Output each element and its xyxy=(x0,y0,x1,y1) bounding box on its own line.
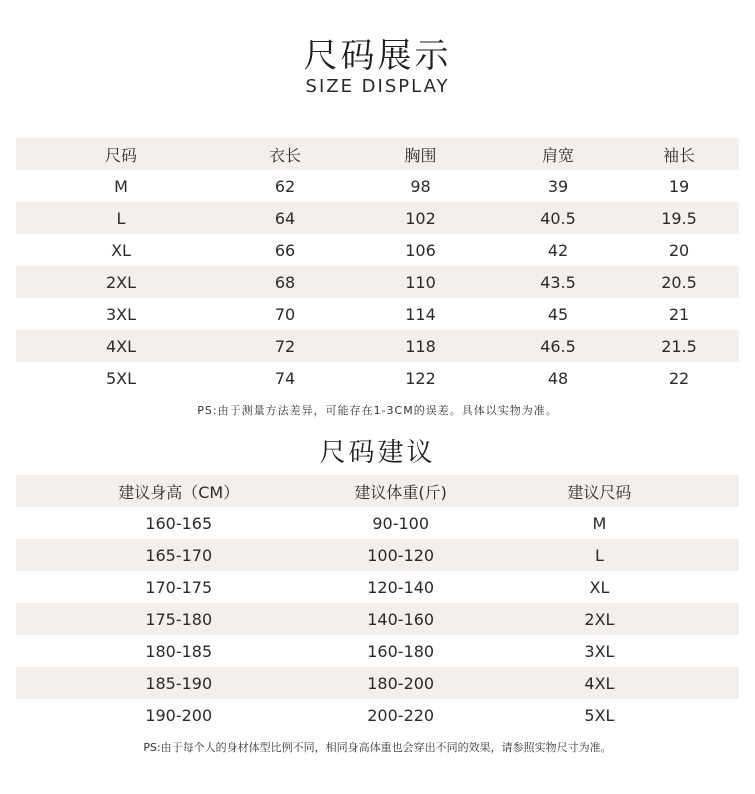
table-cell: M xyxy=(592,513,607,533)
table-row xyxy=(16,699,739,731)
page-title: 尺码展示 xyxy=(303,36,452,76)
table-row xyxy=(16,266,739,298)
table-cell: 180-185 xyxy=(145,641,213,661)
table-cell: 5XL xyxy=(584,705,615,725)
table-cell: 3XL xyxy=(584,641,615,661)
table-cell: 70 xyxy=(274,304,296,324)
table-cell: 建议尺码 xyxy=(567,482,632,502)
size-table xyxy=(16,138,739,394)
table-cell: 200-220 xyxy=(367,705,435,725)
table-cell: 122 xyxy=(405,368,436,388)
table-cell: 118 xyxy=(405,336,436,356)
table-cell: 110 xyxy=(405,272,436,292)
table-cell: XL xyxy=(111,240,131,260)
table-header-row xyxy=(16,475,739,507)
table-cell: 66 xyxy=(274,240,296,260)
table-cell: 98 xyxy=(410,176,431,196)
table-cell: 165-170 xyxy=(145,545,213,565)
table-header-row xyxy=(16,138,739,170)
table-cell: 190-200 xyxy=(145,705,213,725)
table-cell: 40.5 xyxy=(540,208,576,228)
table-cell: L xyxy=(116,208,126,228)
table-cell: 21.5 xyxy=(661,336,697,356)
table-cell: M xyxy=(114,176,128,196)
recommend-title: 尺码建议 xyxy=(319,438,436,468)
table-row xyxy=(16,667,739,699)
table-cell: 90-100 xyxy=(372,513,430,533)
table-cell: 19.5 xyxy=(661,208,697,228)
table-cell: 160-180 xyxy=(367,641,435,661)
table-cell: 102 xyxy=(405,208,436,228)
table-row xyxy=(16,539,739,571)
table-cell: 46.5 xyxy=(540,336,576,356)
page-subtitle: SIZE DISPLAY xyxy=(305,76,450,97)
table-cell: 62 xyxy=(274,176,296,196)
table-cell: 21 xyxy=(668,304,690,324)
table-cell: 3XL xyxy=(105,304,137,324)
table-cell: 22 xyxy=(668,368,690,388)
table-cell: 42 xyxy=(547,240,569,260)
table-row xyxy=(16,603,739,635)
table-cell: 68 xyxy=(274,272,296,292)
table-row xyxy=(16,330,739,362)
table-cell: XL xyxy=(589,577,610,597)
table-cell: 建议体重(斤) xyxy=(354,482,447,502)
table-cell: 2XL xyxy=(584,609,615,629)
table-cell: 120-140 xyxy=(367,577,435,597)
recommend-note: PS:由于每个人的身材体型比例不同，相同身高体重也会穿出不同的效果，请参照实物尺寸为准。 xyxy=(143,741,612,754)
table-row xyxy=(16,362,739,394)
table-cell: 39 xyxy=(547,176,569,196)
table-cell: 114 xyxy=(405,304,436,324)
table-row xyxy=(16,202,739,234)
table-row xyxy=(16,507,739,539)
table-cell: 尺码 xyxy=(104,145,137,165)
table-cell: L xyxy=(594,545,604,565)
table-cell: 2XL xyxy=(105,272,137,292)
table-row xyxy=(16,571,739,603)
table-cell: 140-160 xyxy=(367,609,435,629)
table-cell: 160-165 xyxy=(145,513,213,533)
table-cell: 袖长 xyxy=(662,145,695,165)
table-cell: 175-180 xyxy=(145,609,213,629)
recommend-table xyxy=(16,475,739,731)
table-cell: 衣长 xyxy=(268,145,301,165)
table-cell: 5XL xyxy=(105,368,137,388)
table-row xyxy=(16,298,739,330)
table-cell: 胸围 xyxy=(404,145,437,165)
table-cell: 19 xyxy=(668,176,690,196)
table-cell: 4XL xyxy=(105,336,137,356)
table-row xyxy=(16,635,739,667)
table-cell: 20 xyxy=(668,240,690,260)
size-note: PS:由于测量方法差异，可能存在1-3CM的误差。具体以实物为准。 xyxy=(197,404,558,417)
table-cell: 43.5 xyxy=(540,272,576,292)
table-cell: 建议身高（CM） xyxy=(118,482,240,502)
table-cell: 180-200 xyxy=(367,673,435,693)
table-cell: 64 xyxy=(274,208,296,228)
table-cell: 48 xyxy=(547,368,569,388)
table-cell: 185-190 xyxy=(145,673,213,693)
table-cell: 4XL xyxy=(584,673,615,693)
table-cell: 100-120 xyxy=(367,545,435,565)
table-cell: 74 xyxy=(274,368,296,388)
table-cell: 肩宽 xyxy=(541,145,574,165)
table-cell: 106 xyxy=(405,240,436,260)
table-cell: 170-175 xyxy=(145,577,213,597)
table-row xyxy=(16,170,739,202)
table-row xyxy=(16,234,739,266)
table-cell: 20.5 xyxy=(661,272,697,292)
table-cell: 45 xyxy=(547,304,569,324)
table-cell: 72 xyxy=(274,336,296,356)
